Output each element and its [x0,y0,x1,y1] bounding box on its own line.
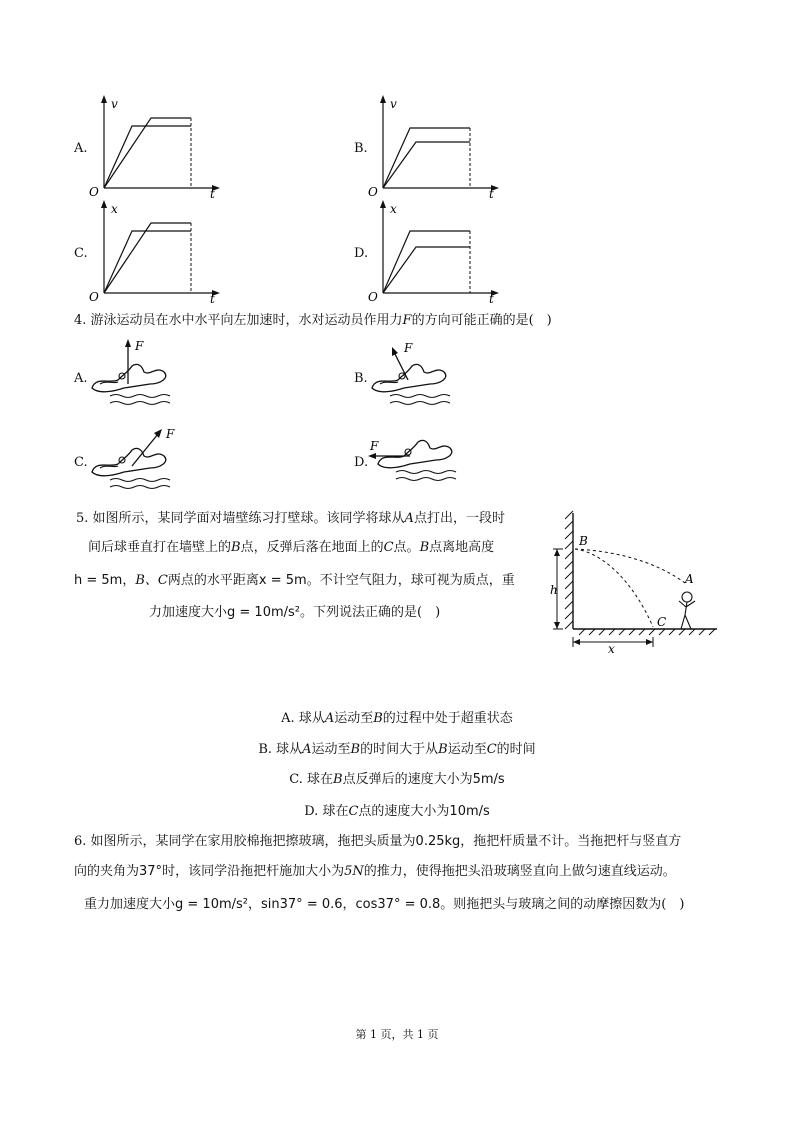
q5-line4: 力加速度大小g = 10m/s²。下列说法正确的是( ) [149,605,441,620]
q5-line3: h = 5m，B、C两点的水平距离x = 5m。不计空气阻力，球可视为质点，重 [74,573,515,588]
q3-graph-d [364,197,504,305]
q5-fig-a-label: A [685,572,694,586]
q4-swimmer-a [88,336,188,411]
q4-b-force-label: F [404,341,413,355]
q3-d-x-label: t [489,292,494,305]
q3-c-x-label: t [210,292,215,305]
q3-option-c-label: C. [74,246,88,261]
q5-figure [545,505,725,655]
q3-a-y-label: v [111,97,118,111]
q5-line2: 间后球垂直打在墙壁上的B点，反弹后落在地面上的C点。B点离地高度 [88,540,495,555]
page-footer: 第 1 页，共 1 页 [355,1028,439,1041]
q4-stem: 4. 游泳运动员在水中水平向左加速时，水对运动员作用力F的方向可能正确的是( ) [74,313,552,328]
q3-b-x-label: t [489,187,494,200]
q4-swimmer-b [368,336,468,411]
q3-b-y-label: v [390,97,397,111]
q5-option-c: C. 球在B点反弹后的速度大小为5m/s [289,772,505,787]
q5-fig-x-label: x [608,642,615,655]
q3-c-origin: O [89,290,99,304]
q5-option-b: B. 球从A运动至B的时间大于从B运动至C的时间 [258,742,536,757]
q3-c-y-label: x [111,202,118,216]
q4-option-d-label: D. [354,455,369,470]
q5-line1: 5. 如图所示，某同学面对墙壁练习打壁球。该同学将球从A点打出，一段时 [76,511,505,526]
q6-line3: 重力加速度大小g = 10m/s²，sin37° = 0.6，cos37° = 0.8。则拖把头与玻璃之间的动摩擦因数为( ) [84,897,685,912]
q4-d-force-label: F [370,439,379,453]
q5-option-a: A. 球从A运动至B的过程中处于超重状态 [281,711,513,726]
q3-graph-b [364,92,504,200]
q3-a-x-label: t [210,187,215,200]
q5-fig-b-label: B [579,534,588,548]
q4-option-b-label: B. [354,371,368,386]
q3-option-a-label: A. [74,141,88,156]
q4-swimmer-d [364,420,474,495]
q5-fig-c-label: C [657,615,667,629]
q4-option-a-label: A. [74,371,88,386]
q3-graph-c [85,197,225,305]
q4-swimmer-c [88,420,188,495]
q3-a-origin: O [89,185,99,199]
q3-d-y-label: x [390,202,397,216]
q6-line2: 向的夹角为37°时，该同学沿拖把杆施加大小为5N的推力，使得拖把头沿玻璃竖直向上做匀速直线运动。 [74,864,676,879]
q5-option-d: D. 球在C点的速度大小为10m/s [304,804,490,819]
q3-graph-a [85,92,225,200]
q6-line1: 6. 如图所示，某同学在家用胶棉拖把擦玻璃，拖把头质量为0.25kg，拖把杆质量不计。当拖把杆与竖直方 [74,834,682,849]
q4-option-c-label: C. [74,455,88,470]
q3-b-origin: O [368,185,378,199]
q5-fig-h-label: h [550,583,558,597]
q3-option-d-label: D. [354,246,369,261]
q3-d-origin: O [368,290,378,304]
q4-c-force-label: F [166,427,175,441]
q3-option-b-label: B. [354,141,368,156]
q4-a-force-label: F [135,339,144,353]
